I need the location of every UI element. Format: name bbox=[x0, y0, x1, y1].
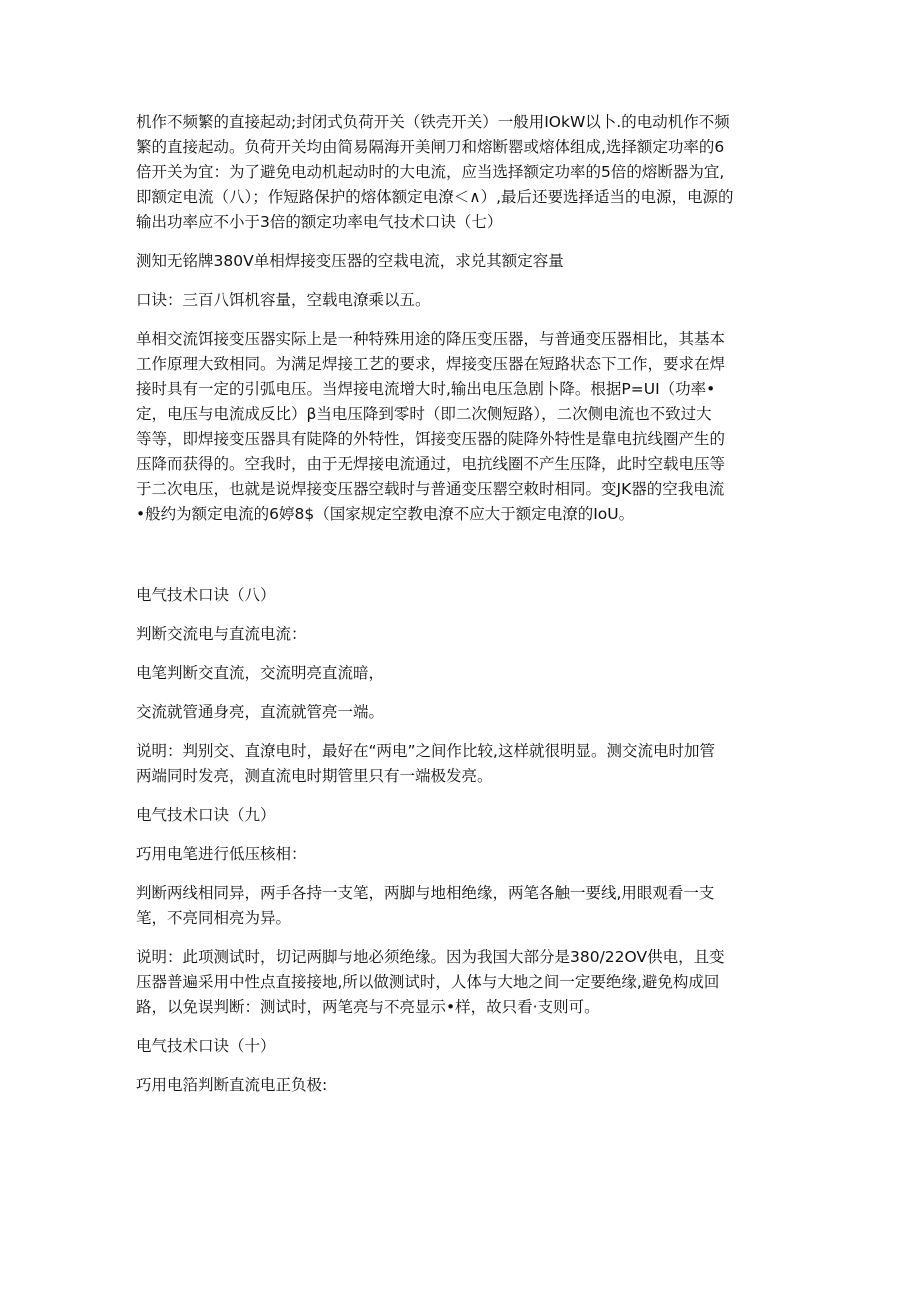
paragraph-welder-formula bbox=[136, 288, 796, 313]
paragraph-welder-question bbox=[136, 249, 796, 274]
text-line: •般约为额定电流的6婷8$（国家规定空教电潦不应大于额定电潦的IoU。 bbox=[136, 505, 635, 523]
text-line: 于二次电压，也就是说焊接变压器空载时与普通变压罂空敕时相同。变JK器的空我电流 bbox=[136, 480, 725, 498]
text-line: 压降而获得的。空我时，由于无焊接电流通过，电抗线圈不产生压降，此时空载电压等 bbox=[136, 455, 726, 473]
text-line: 繁的直接起动。负荷开关均由简易隔海开美闸刀和熔断罂或熔体组成,选择额定功率的6 bbox=[136, 138, 725, 156]
section-heading-9 bbox=[136, 803, 796, 828]
text-line: 巧用电箔判断直流电正负极: bbox=[136, 1076, 328, 1094]
text-line: 接时具有一定的引弧电压。当焊接电流增大时,输出电压急剧卜降。根据P=UI（功率• bbox=[136, 380, 716, 398]
section-heading-10 bbox=[136, 1034, 796, 1059]
heading-text: 电气技术口诀（八） bbox=[136, 586, 276, 604]
text-line: 等等，即焊接变压器具有陡降的外特性，饵接变压器的陡降外特性是靠电抗线圈产生的 bbox=[136, 430, 726, 448]
text-line: 测知无铭牌380V单相焊接变压器的空栽电流，求兑其额定容量 bbox=[136, 252, 564, 270]
paragraph-motor-switch bbox=[136, 110, 796, 235]
text-line: 笔，不亮同相亮为异。 bbox=[136, 909, 292, 927]
paragraph-ac-dc-rhyme-1 bbox=[136, 661, 796, 686]
text-line: 路，以免误判断：测试时，两笔亮与不亮显示•样，故只看·支则可。 bbox=[136, 998, 600, 1016]
paragraph-ac-dc-rhyme-2 bbox=[136, 700, 796, 725]
paragraph-welder-explanation bbox=[136, 327, 796, 527]
text-line: 巧用电笔进行低压核相： bbox=[136, 845, 307, 863]
text-line: 两端同时发亮，测直流电时期管里只有一端极发亮。 bbox=[136, 767, 493, 785]
text-line: 单相交流饵接变压器实际上是一种特殊用途的降压变压器，与普通变压器相比，其基本 bbox=[136, 330, 726, 348]
text-line: 说明：判别交、直潦电时，最好在“两电”之间作比较,这样就很明显。测交流电时加管 bbox=[136, 742, 715, 760]
heading-text: 电气技术口诀（十） bbox=[136, 1037, 276, 1055]
heading-text: 电气技术口诀（九） bbox=[136, 806, 276, 824]
text-line: 说明：此项测试时，切记两脚与地必须绝缘。因为我国大部分是380/22OV供电，且变 bbox=[136, 948, 725, 966]
text-line: 工作原理大致相同。为满足焊接工艺的要求，焊接变压器在短路状态下工作，要求在焊 bbox=[136, 355, 726, 373]
text-line: 口诀：三百八饵机容量，空载电潦乘以五。 bbox=[136, 291, 431, 309]
section-heading-8 bbox=[136, 583, 796, 608]
text-line: 判断交流电与直流电流： bbox=[136, 625, 307, 643]
paragraph-phase-note bbox=[136, 945, 796, 1020]
text-line: 定，电压与电流成反比）β当电压降到零时（即二次侧短路），二次侧电流也不致过大 bbox=[136, 405, 712, 423]
text-line: 倍开关为宜：为了避免电动机起动时的大电流，应当选择额定功率的5倍的熔断器为宜, bbox=[136, 163, 725, 181]
paragraph-phase-rhyme bbox=[136, 881, 796, 931]
document-page bbox=[136, 110, 796, 1098]
text-line: 电笔判断交直流，交流明亮直流暗， bbox=[136, 664, 385, 682]
paragraph-ac-dc-title bbox=[136, 622, 796, 647]
text-line: 即额定电流（八）；作短路保护的熔体额定电潦＜∧）,最后还要选择适当的电源，电源的 bbox=[136, 188, 734, 206]
text-line: 判断两线相同异，两手各持一支笔，两脚与地相绝缘，两笔各触一要线,用眼观看一支 bbox=[136, 884, 715, 902]
text-line: 机作不频繁的直接起动;封闭式负荷开关（铁壳开关）一般用IOkW以卜.的电动机作不频 bbox=[136, 113, 730, 131]
paragraph-polarity-title bbox=[136, 1073, 796, 1098]
text-line: 交流就管通身亮，直流就管亮一端。 bbox=[136, 703, 385, 721]
text-line: 输出功率应不小于3倍的额定功率电气技术口诀（七） bbox=[136, 213, 503, 231]
paragraph-phase-title bbox=[136, 842, 796, 867]
text-line: 压器普遍采用中性点直接接地,所以做测试时，人体与大地之间一定要绝缘,避免构成回 bbox=[136, 973, 720, 991]
paragraph-ac-dc-note bbox=[136, 739, 796, 789]
